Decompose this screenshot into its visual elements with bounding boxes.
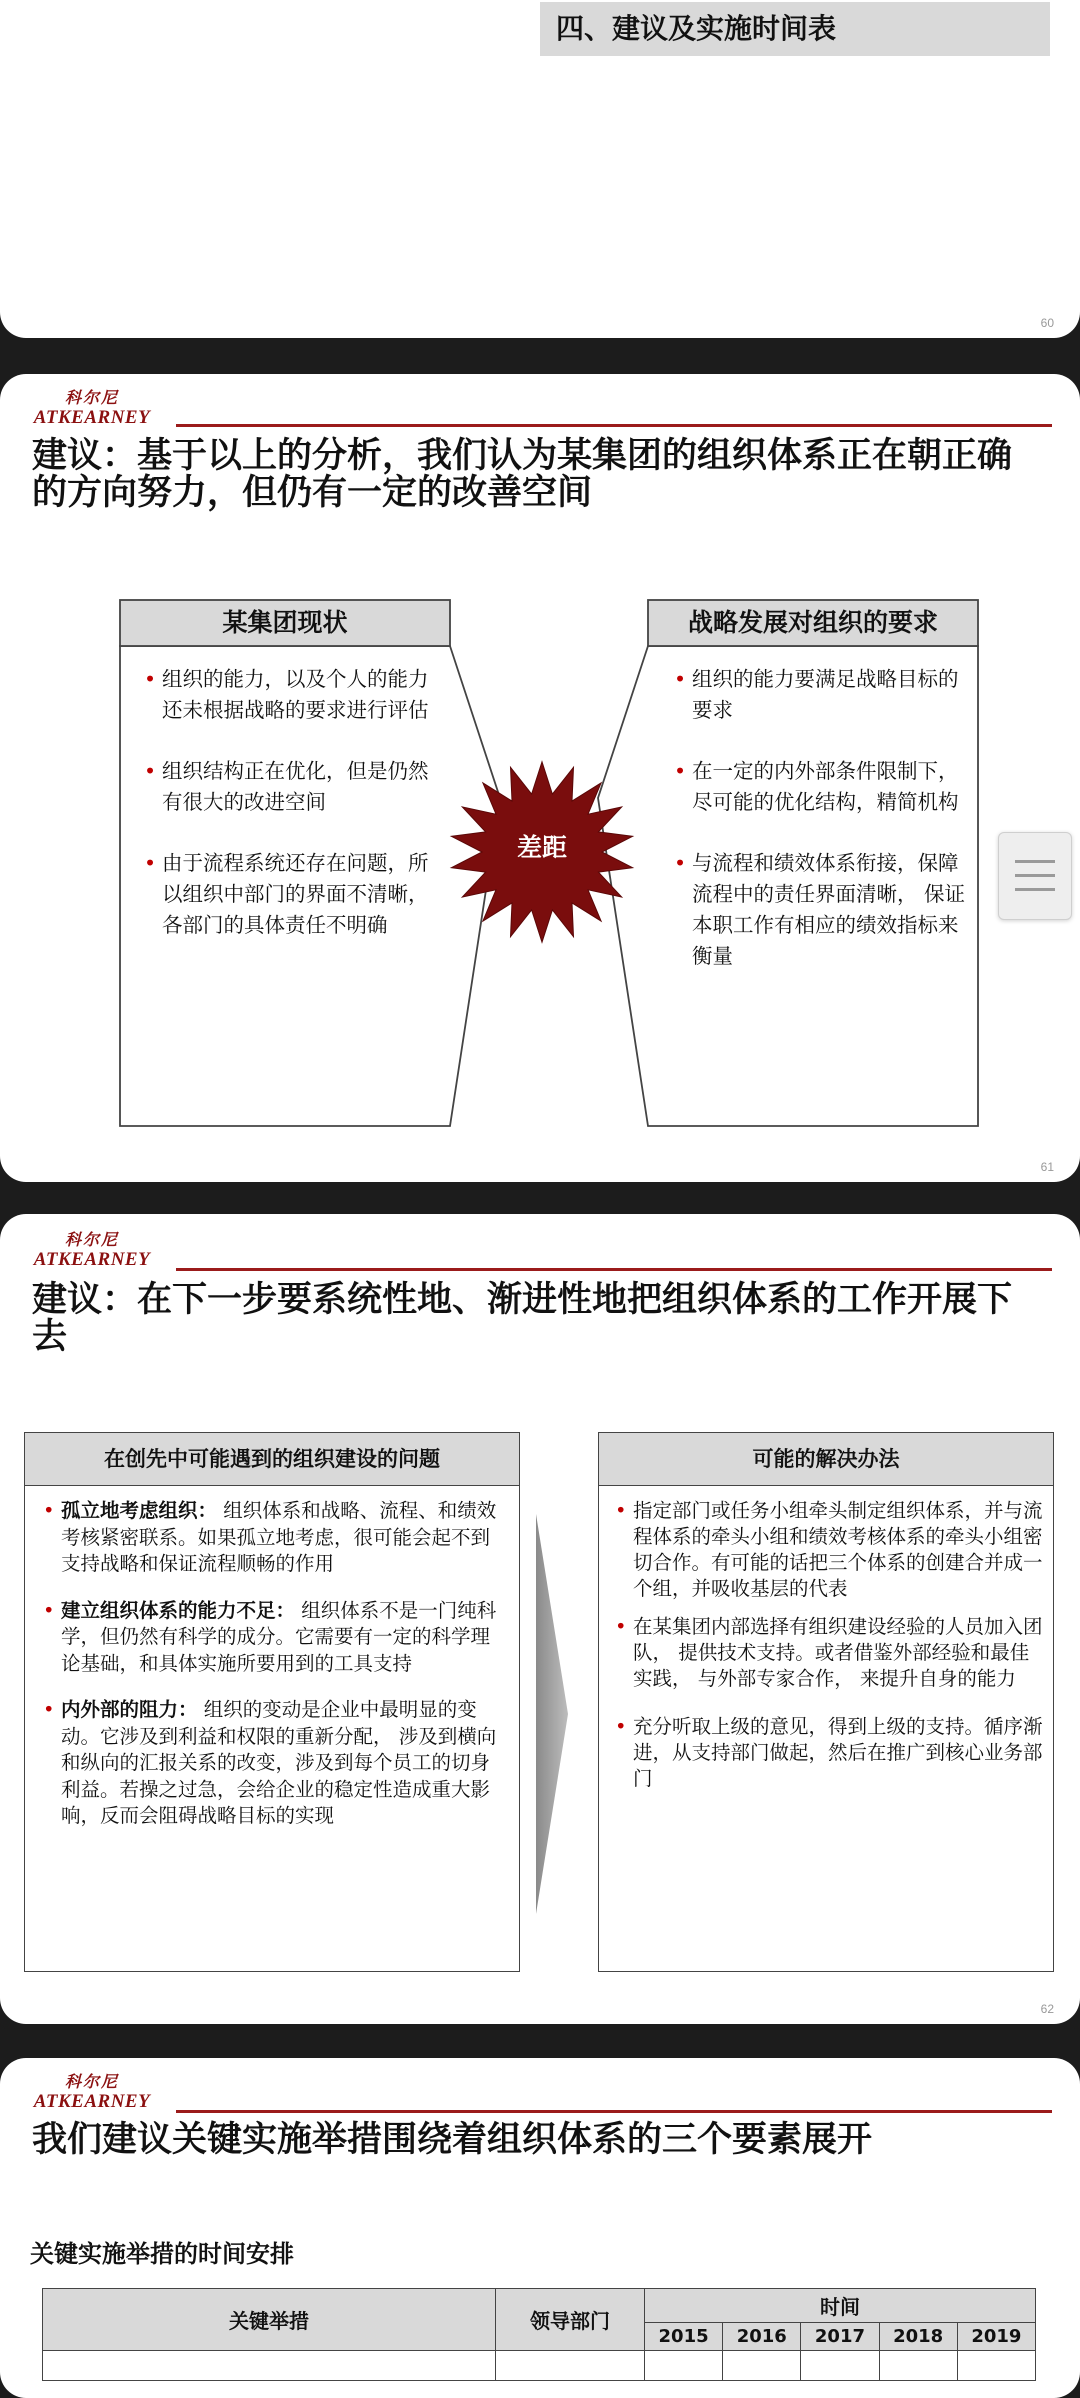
- col-header-measure: 关键举措: [43, 2289, 496, 2351]
- item-text: 组织的变动是企业中最明显的变动。它涉及到利益和权限的重新分配， 涉及到横向和纵向的汇报关系的改变，涉及到每个员工的切身利益。若操之过急，会给企业的稳定性造成重大影响，反而会阻碍战略目标的实现: [61, 1698, 497, 1827]
- page-number: 62: [1040, 2002, 1054, 2016]
- table-cell: [879, 2351, 957, 2381]
- table-cell: [43, 2351, 496, 2381]
- year-header: 2015: [645, 2323, 723, 2351]
- table-cell: [957, 2351, 1035, 2381]
- list-item: • 组织的能力，以及个人的能力还未根据战略的要求进行评估: [140, 664, 440, 726]
- item-text: 组织体系不是一门纯科学，但仍然有科学的成分。它需要有一定的科学理论基础，和具体实施所要用到的工具支持: [61, 1598, 497, 1675]
- timeline-table: [42, 2288, 1036, 2381]
- item-keyword: 建立组织体系的能力不足：: [61, 1598, 296, 1622]
- header-rule: [176, 1268, 1052, 1271]
- left-panel-title: 某集团现状: [222, 608, 348, 637]
- kearney-logo: 科尔尼 ATKEARNEY: [33, 390, 151, 428]
- list-item: [39, 1598, 509, 1678]
- problems-box: [24, 1432, 520, 1972]
- slide-62: [0, 1214, 1080, 2024]
- col-header-dept: 领导部门: [496, 2289, 645, 2351]
- left-panel-list: [140, 664, 440, 941]
- slide-60: [0, 0, 1080, 338]
- hamburger-line: [1015, 874, 1055, 877]
- slide-61: [0, 374, 1080, 1182]
- right-panel-list: [670, 664, 970, 972]
- section-subtitle: 关键实施举措的时间安排: [30, 2240, 294, 2268]
- list-item: • 由于流程系统还存在问题，所以组织中部门的界面不清晰， 各部门的具体责任不明确: [140, 848, 440, 941]
- solutions-box-title: 可能的解决办法: [599, 1433, 1053, 1486]
- slide-title: 我们建议关键实施举措围绕着组织体系的三个要素展开: [32, 2120, 873, 2160]
- list-item: • 组织结构正在优化，但是仍然有很大的改进空间: [140, 756, 440, 818]
- col-header-time: 时间: [645, 2289, 1036, 2323]
- hamburger-lines-icon: [1015, 860, 1055, 863]
- problems-list: [25, 1486, 519, 1830]
- solutions-list: [599, 1486, 1053, 1792]
- item-keyword: 孤立地考虑组织：: [61, 1499, 218, 1522]
- table-cell: [801, 2351, 879, 2381]
- list-item: • 指定部门或任务小组牵头制定组织体系，并与流程体系的牵头小组和绩效考核体系的牵头小组密切合作。有可能的话把三个体系的创建合并成一个组，并吸收基层的代表: [611, 1498, 1047, 1602]
- slide-title: 建议：在下一步要系统性地、渐进性地把组织体系的工作开展下去: [32, 1280, 1013, 1357]
- year-header: 2017: [801, 2323, 879, 2351]
- slide-title: 建议：基于以上的分析，我们认为某集团的组织体系正在朝正确的方向努力，但仍有一定的改善空间: [32, 436, 1013, 513]
- list-item: • 充分听取上级的意见，得到上级的支持。循序渐进，从支持部门做起，然后在推广到核心业务部门: [611, 1714, 1047, 1792]
- section-header: 四、建议及实施时间表: [540, 2, 1050, 56]
- list-item: [39, 1498, 509, 1578]
- solutions-box: [598, 1432, 1054, 1972]
- header-rule: [176, 2110, 1052, 2113]
- list-item: • 组织的能力要满足战略目标的要求: [670, 664, 970, 726]
- list-item: • 在一定的内外部条件限制下， 尽可能的优化结构，精简机构: [670, 756, 970, 818]
- item-keyword: 内外部的阻力：: [61, 1698, 198, 1721]
- page-number: 61: [1040, 1160, 1054, 1174]
- gap-label: 差距: [516, 833, 567, 862]
- scroll-handle[interactable]: [998, 832, 1072, 920]
- kearney-logo: 科尔尼 ATKEARNEY: [33, 1232, 151, 1270]
- item-text: 组织体系和战略、流程、和绩效考核紧密联系。如果孤立地考虑，很可能会起不到支持战略和保证流程顺畅的作用: [61, 1499, 497, 1575]
- right-panel-title: 战略发展对组织的要求: [687, 608, 938, 637]
- arrow-chevron-icon: [532, 1514, 572, 1914]
- table-cell: [645, 2351, 723, 2381]
- list-item: • 在某集团内部选择有组织建设经验的人员加入团队， 提供技术支持。或者借鉴外部经验和最佳实践， 与外部专家合作， 来提升自身的能力: [611, 1614, 1047, 1692]
- problems-box-title: 在创先中可能遇到的组织建设的问题: [25, 1433, 519, 1486]
- table-cell: [723, 2351, 801, 2381]
- year-header: 2018: [879, 2323, 957, 2351]
- list-item: • 与流程和绩效体系衔接，保障流程中的责任界面清晰， 保证本职工作有相应的绩效指标来衡量: [670, 848, 970, 972]
- year-header: 2016: [723, 2323, 801, 2351]
- list-item: [39, 1697, 509, 1830]
- kearney-logo: 科尔尼 ATKEARNEY: [33, 2074, 151, 2112]
- year-header: 2019: [957, 2323, 1035, 2351]
- hamburger-line: [1015, 888, 1055, 891]
- table-cell: [496, 2351, 645, 2381]
- page-number: 60: [1040, 316, 1054, 330]
